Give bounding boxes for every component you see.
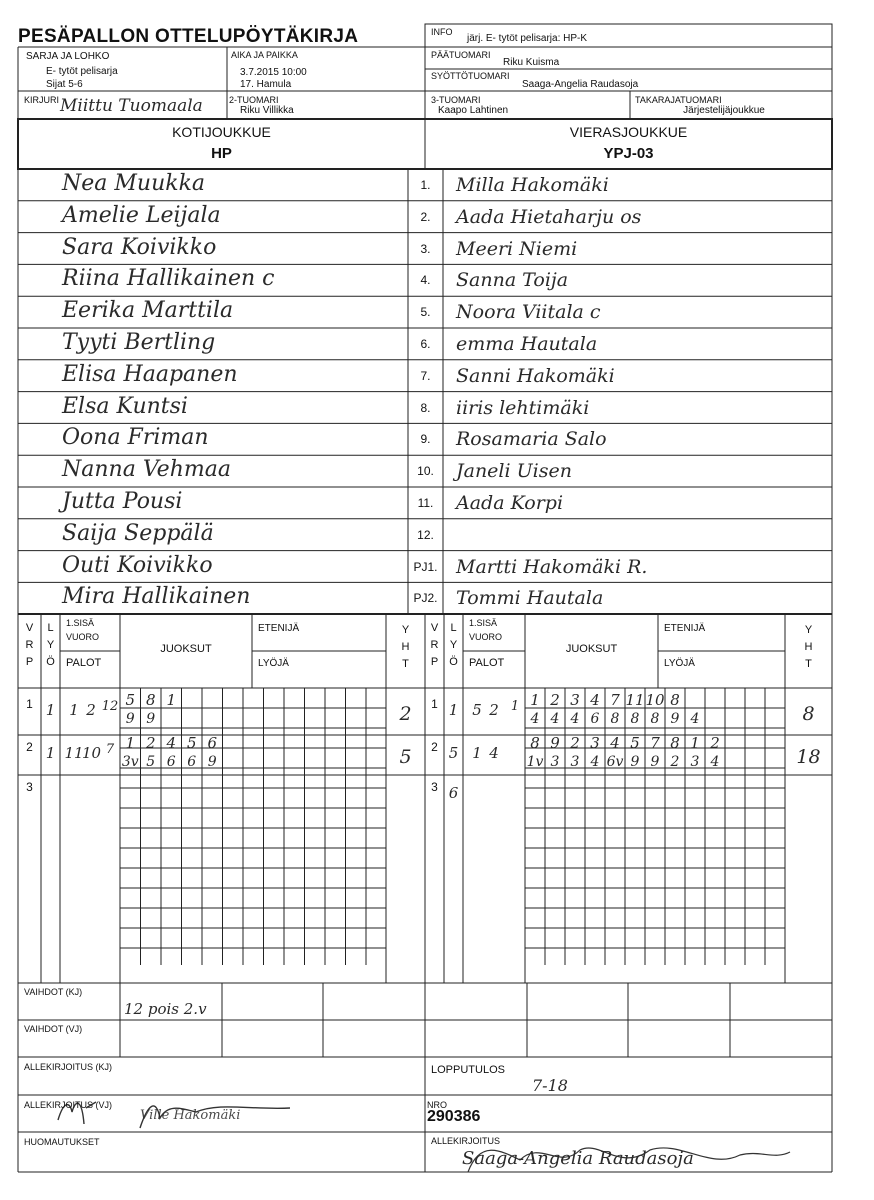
col-juoksut: JUOKSUT (565, 643, 618, 655)
col-yht-letter: H (401, 641, 410, 653)
run-cell: 6 (166, 754, 176, 770)
sarja-value-1: E- tytöt pelisarja (46, 66, 118, 77)
run-cell: 9 (125, 711, 135, 727)
inning-sisavuoro: 5 (472, 701, 482, 719)
run-cell: 8 (670, 691, 680, 709)
takarajatuomari-value: Järjestelijäjoukkue (683, 105, 765, 116)
away-player-name: iiris lehtimäki (456, 396, 590, 419)
col-etenija: ETENIJÄ (664, 623, 706, 634)
inning-total: 5 (399, 746, 412, 768)
inning-lyo: 6 (448, 784, 459, 802)
huomautukset-label: HUOMAUTUKSET (24, 1137, 100, 1147)
roster-number: 5. (420, 305, 431, 320)
vaihdot-vj-label: VAIHDOT (VJ) (24, 1024, 83, 1034)
home-team-name: HP (211, 145, 232, 162)
home-player-name: Sara Koivikko (62, 234, 217, 260)
inning-palot: 2 (86, 701, 96, 719)
col-vrp-letter: V (430, 622, 439, 634)
run-cell: 3 (570, 691, 580, 709)
col-yht-letter: T (402, 658, 409, 670)
away-player-name: Milla Hakomäki (456, 174, 609, 196)
run-cell: 2 (670, 754, 680, 770)
aika-label: AIKA JA PAIKKA (231, 50, 298, 60)
run-cell: 9 (146, 711, 156, 727)
syottotuomari-label: SYÖTTÖTUOMARI (431, 71, 510, 81)
col-vrp-letter: R (430, 639, 439, 651)
col-vrp-letter: P (430, 656, 439, 668)
aika-value-2: 17. Hamula (240, 79, 292, 90)
roster-number: 8. (420, 400, 431, 415)
run-cell: 6 (590, 711, 600, 727)
inning-number: 2 (431, 740, 438, 754)
run-cell: 2 (550, 691, 560, 709)
run-cell: 3 (570, 754, 580, 770)
run-cell: 4 (570, 711, 580, 727)
lopputulos-label: LOPPUTULOS (431, 1064, 505, 1076)
away-player-name: Rosamaria Salo (456, 428, 607, 451)
run-cell: 3 (550, 754, 560, 770)
run-cell: 8 (610, 711, 620, 727)
roster-number: 6. (420, 337, 431, 351)
run-cell: 9 (630, 754, 640, 770)
sarja-value-2: Sijat 5-6 (46, 79, 83, 90)
inning-number: 3 (431, 780, 438, 794)
run-cell: 4 (590, 754, 600, 770)
home-player-name: Amelie Leijala (62, 202, 221, 228)
run-cell: 9 (670, 711, 680, 727)
away-player-name: Tommi Hautala (456, 587, 604, 610)
home-player-name: Oona Friman (62, 425, 209, 451)
col-palot: PALOT (469, 657, 505, 669)
roster-number: PJ1. (413, 559, 438, 574)
col-vrp-letter: V (25, 622, 34, 634)
page-title: PESÄPALLON OTTELUPÖYTÄKIRJA (18, 26, 359, 47)
col-yht-letter: Y (804, 624, 813, 636)
home-player-name: Tyyti Bertling (62, 330, 216, 355)
nro-value: 290386 (427, 1108, 481, 1125)
inning-total: 8 (802, 703, 815, 725)
col-vrp-letter: P (25, 656, 34, 668)
col-sisavuoro: VUORO (66, 632, 100, 642)
roster-number: 7. (420, 368, 431, 383)
run-cell: 5 (125, 691, 136, 709)
col-yht-letter: H (804, 641, 813, 653)
allekirjoitus-vj-value: Ville Hakomäki (140, 1108, 241, 1123)
run-cell: 7 (610, 691, 620, 709)
allekirjoitus-vj-label: ALLEKIRJOITUS (VJ) (24, 1100, 113, 1110)
run-cell: 6 (187, 754, 197, 770)
inning-number: 3 (26, 780, 33, 794)
run-cell: 4 (710, 754, 720, 770)
home-player-name: Nanna Vehmaa (62, 457, 231, 483)
run-cell: 4 (530, 711, 540, 727)
roster-number: 4. (420, 273, 431, 288)
roster-number: 9. (420, 432, 431, 447)
col-yht-letter: Y (401, 624, 410, 636)
run-cell: 11 (625, 691, 645, 709)
inning-total: 2 (399, 703, 412, 725)
home-player-name: Riina Hallikainen c (62, 266, 275, 292)
run-cell: 6 (207, 734, 218, 752)
run-cell: 4 (590, 691, 600, 709)
col-lyo-letter: Ö (46, 656, 55, 668)
allekirjoitus-label: ALLEKIRJOITUS (431, 1136, 501, 1146)
away-player-name: Aada Hietaharju os (456, 205, 642, 228)
home-player-name: Elisa Haapanen (62, 361, 238, 387)
run-cell: 1v (526, 754, 544, 770)
inning-sisavuoro: 11 (64, 744, 84, 762)
run-cell: 8 (145, 691, 156, 709)
inning-lyo: 5 (448, 744, 459, 762)
run-cell: 8 (650, 711, 660, 727)
away-player-name: Meeri Niemi (456, 237, 578, 260)
col-lyo-letter: Y (449, 639, 458, 651)
run-cell: 3 (690, 754, 700, 770)
away-player-name: Martti Hakomäki R. (456, 555, 648, 578)
inning-total: 18 (796, 746, 821, 768)
run-cell: 7 (650, 734, 660, 752)
kirjuri-label: KIRJURI (24, 95, 60, 105)
roster-number: 2. (420, 209, 431, 224)
run-cell: 1 (166, 691, 177, 709)
run-cell: 8 (630, 711, 640, 727)
inning-number: 2 (26, 740, 33, 754)
run-cell: 3 (590, 734, 600, 752)
takarajatuomari-label: TAKARAJATUOMARI (635, 95, 722, 105)
col-lyo-letter: L (47, 622, 54, 634)
run-cell: 4 (550, 711, 560, 727)
run-cell: 9 (650, 754, 660, 770)
col-sisavuoro: VUORO (469, 632, 503, 642)
run-cell: 1 (125, 734, 136, 752)
inning-palot: 10 (82, 744, 102, 762)
run-cell: 4 (166, 734, 177, 752)
inning-sisavuoro: 1 (472, 744, 482, 762)
away-player-name: Sanni Hakomäki (456, 364, 615, 387)
run-cell: 8 (530, 734, 540, 752)
away-player-name: Janeli Uisen (456, 460, 572, 483)
run-cell: 3v (121, 754, 139, 770)
run-cell: 9 (207, 754, 217, 770)
paatuomari-label: PÄÄTUOMARI (431, 50, 491, 60)
home-team-label: KOTIJOUKKUE (172, 124, 271, 140)
inning-extra: 7 (105, 742, 115, 757)
col-sisavuoro: 1.SISÄ (469, 618, 498, 628)
away-player-name: emma Hautala (456, 333, 598, 355)
run-cell: 6v (606, 754, 624, 770)
roster-number: 12. (417, 527, 434, 542)
col-lyoja: LYÖJÄ (258, 658, 289, 669)
sarja-label: SARJA JA LOHKO (26, 51, 110, 62)
inning-lyo: 1 (45, 701, 56, 719)
paatuomari-value: Riku Kuisma (503, 57, 560, 68)
roster-number: 1. (420, 178, 431, 192)
tuomari2-label: 2-TUOMARI (229, 95, 279, 105)
run-cell: 1 (530, 691, 540, 709)
lopputulos-value: 7-18 (532, 1076, 568, 1095)
col-lyo-letter: L (450, 622, 457, 634)
vaihdot-kj-value: 12 pois 2.v (124, 1000, 207, 1018)
inning-extra: 1 (510, 699, 520, 714)
run-cell: 5 (630, 734, 640, 752)
inning-extra: 12 (101, 699, 119, 714)
nro-label: NRO (427, 1100, 447, 1110)
aika-value-1: 3.7.2015 10:00 (240, 67, 307, 78)
col-vrp-letter: R (25, 639, 34, 651)
col-sisavuoro: 1.SISÄ (66, 618, 95, 628)
away-player-name: Sanna Toija (456, 269, 569, 292)
inning-sisavuoro: 1 (69, 701, 79, 719)
inning-palot: 2 (489, 701, 499, 719)
allekirjoitus-kj-label: ALLEKIRJOITUS (KJ) (24, 1062, 113, 1072)
home-player-name: Outi Koivikko (62, 552, 213, 578)
inning-lyo: 1 (45, 744, 56, 762)
run-cell: 5 (146, 754, 156, 770)
tuomari2-value: Riku Villikka (240, 105, 294, 116)
run-cell: 2 (145, 734, 156, 752)
run-cell: 4 (610, 734, 620, 752)
home-player-name: Mira Hallikainen (62, 584, 251, 610)
col-palot: PALOT (66, 657, 102, 669)
tuomari3-value: Kaapo Lahtinen (438, 105, 509, 116)
col-yht-letter: T (805, 658, 812, 670)
home-player-name: Nea Muukka (62, 171, 206, 196)
kirjuri-value: Miittu Tuomaala (60, 96, 203, 116)
home-player-name: Jutta Pousi (62, 489, 183, 514)
run-cell: 9 (550, 734, 560, 752)
run-cell: 8 (670, 734, 680, 752)
inning-number: 1 (431, 697, 438, 711)
col-lyoja: LYÖJÄ (664, 658, 695, 669)
allekirjoitus-value: Saaga-Angelia Raudasoja (462, 1148, 694, 1169)
inning-lyo: 1 (448, 701, 459, 719)
vaihdot-kj-label: VAIHDOT (KJ) (24, 987, 83, 997)
home-player-name: Eerika Marttila (62, 298, 234, 324)
col-juoksut: JUOKSUT (160, 643, 212, 655)
run-cell: 10 (645, 691, 665, 709)
tuomari3-label: 3-TUOMARI (431, 95, 481, 105)
away-player-name: Aada Korpi (456, 492, 564, 514)
col-lyo-letter: Ö (449, 656, 458, 668)
col-lyo-letter: Y (46, 639, 55, 651)
roster-number: 3. (420, 241, 431, 256)
roster-number: PJ2. (413, 591, 438, 606)
roster-number: 10. (417, 464, 434, 479)
roster-number: 11. (417, 496, 434, 510)
run-cell: 2 (710, 734, 720, 752)
inning-palot: 4 (489, 744, 499, 762)
run-cell: 1 (690, 734, 700, 752)
away-team-label: VIERASJOUKKUE (569, 124, 688, 140)
home-player-name: Saija Seppälä (62, 520, 214, 546)
syottotuomari-value: Saaga-Angelia Raudasoja (522, 79, 639, 90)
run-cell: 2 (570, 734, 580, 752)
run-cell: 4 (690, 711, 700, 727)
info-label: INFO (431, 27, 453, 37)
inning-number: 1 (26, 697, 33, 711)
run-cell: 5 (186, 734, 197, 752)
col-etenija: ETENIJÄ (258, 623, 300, 634)
home-player-name: Elsa Kuntsi (62, 393, 188, 419)
away-player-name: Noora Viitala c (456, 301, 601, 324)
away-team-name: YPJ-03 (603, 145, 654, 162)
info-value: järj. E- tytöt pelisarja: HP-K (467, 33, 588, 44)
